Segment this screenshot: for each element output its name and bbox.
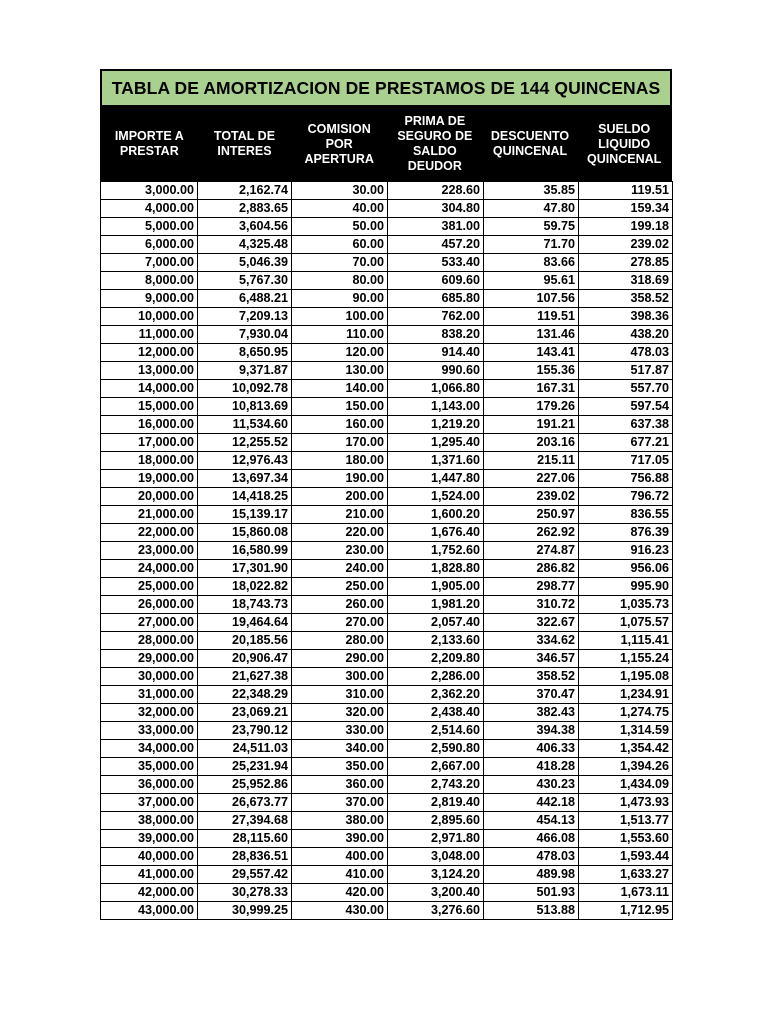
cell-sueldo: 796.72 [579,488,673,506]
cell-interes: 17,301.90 [198,560,292,578]
cell-descuento: 513.88 [484,902,579,920]
table-row [101,722,673,740]
cell-importe: 33,000.00 [101,722,198,740]
cell-importe: 35,000.00 [101,758,198,776]
cell-descuento: 489.98 [484,866,579,884]
cell-prima: 685.80 [388,290,484,308]
cell-descuento: 370.47 [484,686,579,704]
cell-interes: 20,185.56 [198,632,292,650]
cell-prima: 3,276.60 [388,902,484,920]
cell-comision: 360.00 [292,776,388,794]
table-row [101,758,673,776]
cell-comision: 300.00 [292,668,388,686]
cell-comision: 60.00 [292,236,388,254]
cell-comision: 310.00 [292,686,388,704]
cell-sueldo: 916.23 [579,542,673,560]
cell-sueldo: 318.69 [579,272,673,290]
cell-interes: 7,209.13 [198,308,292,326]
cell-comision: 350.00 [292,758,388,776]
table-row [101,506,673,524]
cell-prima: 3,048.00 [388,848,484,866]
table-row [101,614,673,632]
cell-interes: 30,999.25 [198,902,292,920]
header-descuento-quincenal: DESCUENTO QUINCENAL [490,129,570,158]
cell-prima: 2,057.40 [388,614,484,632]
cell-sueldo: 517.87 [579,362,673,380]
cell-importe: 41,000.00 [101,866,198,884]
cell-importe: 19,000.00 [101,470,198,488]
cell-comision: 150.00 [292,398,388,416]
cell-interes: 5,767.30 [198,272,292,290]
cell-comision: 220.00 [292,524,388,542]
table-row [101,740,673,758]
cell-interes: 21,627.38 [198,668,292,686]
cell-sueldo: 836.55 [579,506,673,524]
cell-comision: 240.00 [292,560,388,578]
cell-descuento: 274.87 [484,542,579,560]
cell-comision: 260.00 [292,596,388,614]
amortization-table [100,181,673,920]
cell-importe: 18,000.00 [101,452,198,470]
cell-comision: 140.00 [292,380,388,398]
cell-prima: 609.60 [388,272,484,290]
cell-interes: 15,139.17 [198,506,292,524]
cell-importe: 20,000.00 [101,488,198,506]
cell-interes: 2,883.65 [198,200,292,218]
table-row [101,668,673,686]
cell-descuento: 179.26 [484,398,579,416]
table-row [101,488,673,506]
cell-descuento: 406.33 [484,740,579,758]
cell-descuento: 215.11 [484,452,579,470]
cell-interes: 20,906.47 [198,650,292,668]
cell-interes: 26,673.77 [198,794,292,812]
cell-interes: 10,813.69 [198,398,292,416]
cell-sueldo: 478.03 [579,344,673,362]
table-row [101,254,673,272]
cell-importe: 30,000.00 [101,668,198,686]
table-row [101,866,673,884]
table-row [101,812,673,830]
cell-sueldo: 717.05 [579,452,673,470]
cell-interes: 19,464.64 [198,614,292,632]
cell-comision: 130.00 [292,362,388,380]
cell-interes: 8,650.95 [198,344,292,362]
cell-comision: 370.00 [292,794,388,812]
cell-interes: 15,860.08 [198,524,292,542]
cell-interes: 14,418.25 [198,488,292,506]
cell-interes: 24,511.03 [198,740,292,758]
cell-importe: 10,000.00 [101,308,198,326]
cell-interes: 30,278.33 [198,884,292,902]
cell-interes: 12,976.43 [198,452,292,470]
cell-prima: 2,286.00 [388,668,484,686]
cell-prima: 3,124.20 [388,866,484,884]
cell-comision: 80.00 [292,272,388,290]
cell-importe: 12,000.00 [101,344,198,362]
cell-descuento: 119.51 [484,308,579,326]
cell-comision: 340.00 [292,740,388,758]
cell-sueldo: 995.90 [579,578,673,596]
cell-sueldo: 1,234.91 [579,686,673,704]
cell-importe: 25,000.00 [101,578,198,596]
cell-sueldo: 1,195.08 [579,668,673,686]
cell-comision: 380.00 [292,812,388,830]
cell-comision: 210.00 [292,506,388,524]
cell-sueldo: 1,513.77 [579,812,673,830]
cell-prima: 1,676.40 [388,524,484,542]
cell-descuento: 35.85 [484,182,579,200]
table-row [101,452,673,470]
cell-sueldo: 876.39 [579,524,673,542]
cell-interes: 16,580.99 [198,542,292,560]
header-total-de-interes: TOTAL DE INTERES [213,129,276,158]
cell-prima: 1,066.80 [388,380,484,398]
cell-importe: 9,000.00 [101,290,198,308]
cell-importe: 21,000.00 [101,506,198,524]
cell-descuento: 250.97 [484,506,579,524]
amortization-sheet [100,69,672,920]
cell-interes: 29,557.42 [198,866,292,884]
cell-sueldo: 1,314.59 [579,722,673,740]
cell-comision: 390.00 [292,830,388,848]
cell-interes: 12,255.52 [198,434,292,452]
table-row [101,434,673,452]
cell-comision: 250.00 [292,578,388,596]
cell-prima: 2,895.60 [388,812,484,830]
cell-prima: 914.40 [388,344,484,362]
cell-interes: 7,930.04 [198,326,292,344]
cell-comision: 330.00 [292,722,388,740]
cell-comision: 280.00 [292,632,388,650]
cell-importe: 5,000.00 [101,218,198,236]
cell-prima: 2,971.80 [388,830,484,848]
cell-prima: 2,362.20 [388,686,484,704]
cell-prima: 1,600.20 [388,506,484,524]
cell-comision: 290.00 [292,650,388,668]
cell-interes: 13,697.34 [198,470,292,488]
cell-importe: 6,000.00 [101,236,198,254]
cell-interes: 27,394.68 [198,812,292,830]
cell-comision: 120.00 [292,344,388,362]
cell-sueldo: 1,075.57 [579,614,673,632]
cell-interes: 18,743.73 [198,596,292,614]
cell-descuento: 262.92 [484,524,579,542]
table-row [101,560,673,578]
cell-importe: 28,000.00 [101,632,198,650]
table-row [101,398,673,416]
cell-importe: 22,000.00 [101,524,198,542]
cell-prima: 1,828.80 [388,560,484,578]
cell-descuento: 71.70 [484,236,579,254]
cell-descuento: 454.13 [484,812,579,830]
cell-interes: 22,348.29 [198,686,292,704]
cell-sueldo: 1,434.09 [579,776,673,794]
cell-descuento: 346.57 [484,650,579,668]
cell-descuento: 382.43 [484,704,579,722]
cell-prima: 381.00 [388,218,484,236]
cell-descuento: 155.36 [484,362,579,380]
cell-interes: 28,836.51 [198,848,292,866]
header-prima-de-seguro: PRIMA DE SEGURO DE SALDO DEUDOR [397,114,473,173]
cell-sueldo: 119.51 [579,182,673,200]
cell-comision: 70.00 [292,254,388,272]
cell-comision: 230.00 [292,542,388,560]
cell-prima: 1,447.80 [388,470,484,488]
cell-importe: 32,000.00 [101,704,198,722]
table-row [101,524,673,542]
cell-descuento: 430.23 [484,776,579,794]
table-row [101,902,673,920]
table-row [101,884,673,902]
cell-comision: 110.00 [292,326,388,344]
cell-prima: 2,667.00 [388,758,484,776]
cell-comision: 160.00 [292,416,388,434]
cell-importe: 13,000.00 [101,362,198,380]
cell-importe: 37,000.00 [101,794,198,812]
cell-importe: 39,000.00 [101,830,198,848]
cell-sueldo: 1,712.95 [579,902,673,920]
cell-importe: 23,000.00 [101,542,198,560]
cell-importe: 38,000.00 [101,812,198,830]
cell-sueldo: 1,593.44 [579,848,673,866]
cell-interes: 9,371.87 [198,362,292,380]
cell-interes: 25,952.86 [198,776,292,794]
cell-comision: 400.00 [292,848,388,866]
cell-sueldo: 1,473.93 [579,794,673,812]
cell-prima: 2,590.80 [388,740,484,758]
cell-prima: 1,371.60 [388,452,484,470]
cell-interes: 28,115.60 [198,830,292,848]
table-row [101,308,673,326]
cell-descuento: 203.16 [484,434,579,452]
cell-prima: 1,981.20 [388,596,484,614]
cell-descuento: 47.80 [484,200,579,218]
cell-interes: 3,604.56 [198,218,292,236]
cell-prima: 2,438.40 [388,704,484,722]
table-row [101,362,673,380]
table-row [101,218,673,236]
cell-comision: 30.00 [292,182,388,200]
cell-comision: 420.00 [292,884,388,902]
cell-prima: 1,524.00 [388,488,484,506]
cell-prima: 1,905.00 [388,578,484,596]
cell-descuento: 95.61 [484,272,579,290]
cell-comision: 190.00 [292,470,388,488]
cell-comision: 200.00 [292,488,388,506]
cell-importe: 17,000.00 [101,434,198,452]
cell-importe: 43,000.00 [101,902,198,920]
cell-interes: 23,790.12 [198,722,292,740]
header-sueldo-liquido-quincenal: SUELDO LIQUIDO QUINCENAL [587,121,662,166]
cell-prima: 304.80 [388,200,484,218]
cell-sueldo: 1,394.26 [579,758,673,776]
table-row [101,650,673,668]
cell-interes: 6,488.21 [198,290,292,308]
cell-descuento: 191.21 [484,416,579,434]
cell-descuento: 466.08 [484,830,579,848]
cell-prima: 2,209.80 [388,650,484,668]
header-comision-por-apertura: COMISION POR APERTURA [304,121,374,166]
cell-descuento: 239.02 [484,488,579,506]
cell-prima: 1,219.20 [388,416,484,434]
cell-descuento: 394.38 [484,722,579,740]
cell-descuento: 59.75 [484,218,579,236]
cell-prima: 2,743.20 [388,776,484,794]
cell-importe: 24,000.00 [101,560,198,578]
table-row [101,704,673,722]
cell-interes: 23,069.21 [198,704,292,722]
cell-sueldo: 398.36 [579,308,673,326]
cell-sueldo: 1,274.75 [579,704,673,722]
cell-sueldo: 1,673.11 [579,884,673,902]
cell-prima: 2,133.60 [388,632,484,650]
cell-sueldo: 199.18 [579,218,673,236]
cell-comision: 410.00 [292,866,388,884]
cell-importe: 42,000.00 [101,884,198,902]
cell-sueldo: 1,155.24 [579,650,673,668]
cell-descuento: 286.82 [484,560,579,578]
table-row [101,848,673,866]
cell-prima: 2,819.40 [388,794,484,812]
header-importe-a-prestar: IMPORTE A PRESTAR [114,129,184,158]
cell-descuento: 358.52 [484,668,579,686]
cell-importe: 3,000.00 [101,182,198,200]
cell-importe: 15,000.00 [101,398,198,416]
cell-interes: 10,092.78 [198,380,292,398]
table-row [101,794,673,812]
table-row [101,200,673,218]
cell-importe: 40,000.00 [101,848,198,866]
table-row [101,326,673,344]
table-row [101,596,673,614]
table-body [101,182,673,920]
table-row [101,830,673,848]
cell-sueldo: 278.85 [579,254,673,272]
cell-sueldo: 438.20 [579,326,673,344]
cell-sueldo: 557.70 [579,380,673,398]
cell-comision: 170.00 [292,434,388,452]
cell-sueldo: 1,115.41 [579,632,673,650]
cell-comision: 270.00 [292,614,388,632]
cell-sueldo: 956.06 [579,560,673,578]
cell-sueldo: 1,553.60 [579,830,673,848]
cell-importe: 7,000.00 [101,254,198,272]
table-row [101,416,673,434]
cell-prima: 1,295.40 [388,434,484,452]
cell-interes: 2,162.74 [198,182,292,200]
cell-comision: 430.00 [292,902,388,920]
cell-importe: 14,000.00 [101,380,198,398]
cell-prima: 457.20 [388,236,484,254]
cell-interes: 11,534.60 [198,416,292,434]
cell-sueldo: 677.21 [579,434,673,452]
cell-sueldo: 1,035.73 [579,596,673,614]
table-row [101,380,673,398]
cell-importe: 4,000.00 [101,200,198,218]
cell-importe: 8,000.00 [101,272,198,290]
cell-importe: 11,000.00 [101,326,198,344]
cell-descuento: 322.67 [484,614,579,632]
cell-prima: 1,143.00 [388,398,484,416]
table-header-row [100,107,672,181]
cell-comision: 40.00 [292,200,388,218]
cell-importe: 29,000.00 [101,650,198,668]
cell-interes: 18,022.82 [198,578,292,596]
cell-descuento: 418.28 [484,758,579,776]
table-row [101,182,673,200]
cell-descuento: 83.66 [484,254,579,272]
cell-comision: 100.00 [292,308,388,326]
table-row [101,776,673,794]
cell-comision: 180.00 [292,452,388,470]
cell-prima: 228.60 [388,182,484,200]
cell-descuento: 298.77 [484,578,579,596]
cell-interes: 5,046.39 [198,254,292,272]
cell-sueldo: 358.52 [579,290,673,308]
cell-importe: 26,000.00 [101,596,198,614]
cell-sueldo: 239.02 [579,236,673,254]
table-row [101,686,673,704]
cell-importe: 16,000.00 [101,416,198,434]
cell-sueldo: 597.54 [579,398,673,416]
cell-sueldo: 637.38 [579,416,673,434]
table-row [101,578,673,596]
cell-prima: 2,514.60 [388,722,484,740]
cell-importe: 36,000.00 [101,776,198,794]
cell-comision: 90.00 [292,290,388,308]
cell-prima: 762.00 [388,308,484,326]
cell-descuento: 143.41 [484,344,579,362]
cell-importe: 31,000.00 [101,686,198,704]
cell-interes: 4,325.48 [198,236,292,254]
cell-descuento: 310.72 [484,596,579,614]
cell-interes: 25,231.94 [198,758,292,776]
table-title: TABLA DE AMORTIZACION DE PRESTAMOS DE 144 QUINCENAS [100,69,672,107]
cell-prima: 3,200.40 [388,884,484,902]
cell-descuento: 478.03 [484,848,579,866]
cell-sueldo: 1,633.27 [579,866,673,884]
cell-descuento: 131.46 [484,326,579,344]
cell-descuento: 442.18 [484,794,579,812]
cell-descuento: 334.62 [484,632,579,650]
cell-descuento: 227.06 [484,470,579,488]
table-row [101,542,673,560]
cell-sueldo: 756.88 [579,470,673,488]
table-row [101,344,673,362]
cell-comision: 50.00 [292,218,388,236]
cell-prima: 990.60 [388,362,484,380]
cell-descuento: 501.93 [484,884,579,902]
table-row [101,632,673,650]
table-row [101,272,673,290]
cell-prima: 1,752.60 [388,542,484,560]
cell-prima: 838.20 [388,326,484,344]
cell-comision: 320.00 [292,704,388,722]
cell-importe: 27,000.00 [101,614,198,632]
cell-importe: 34,000.00 [101,740,198,758]
cell-descuento: 167.31 [484,380,579,398]
cell-sueldo: 1,354.42 [579,740,673,758]
table-row [101,470,673,488]
table-row [101,236,673,254]
table-row [101,290,673,308]
cell-descuento: 107.56 [484,290,579,308]
cell-prima: 533.40 [388,254,484,272]
cell-sueldo: 159.34 [579,200,673,218]
